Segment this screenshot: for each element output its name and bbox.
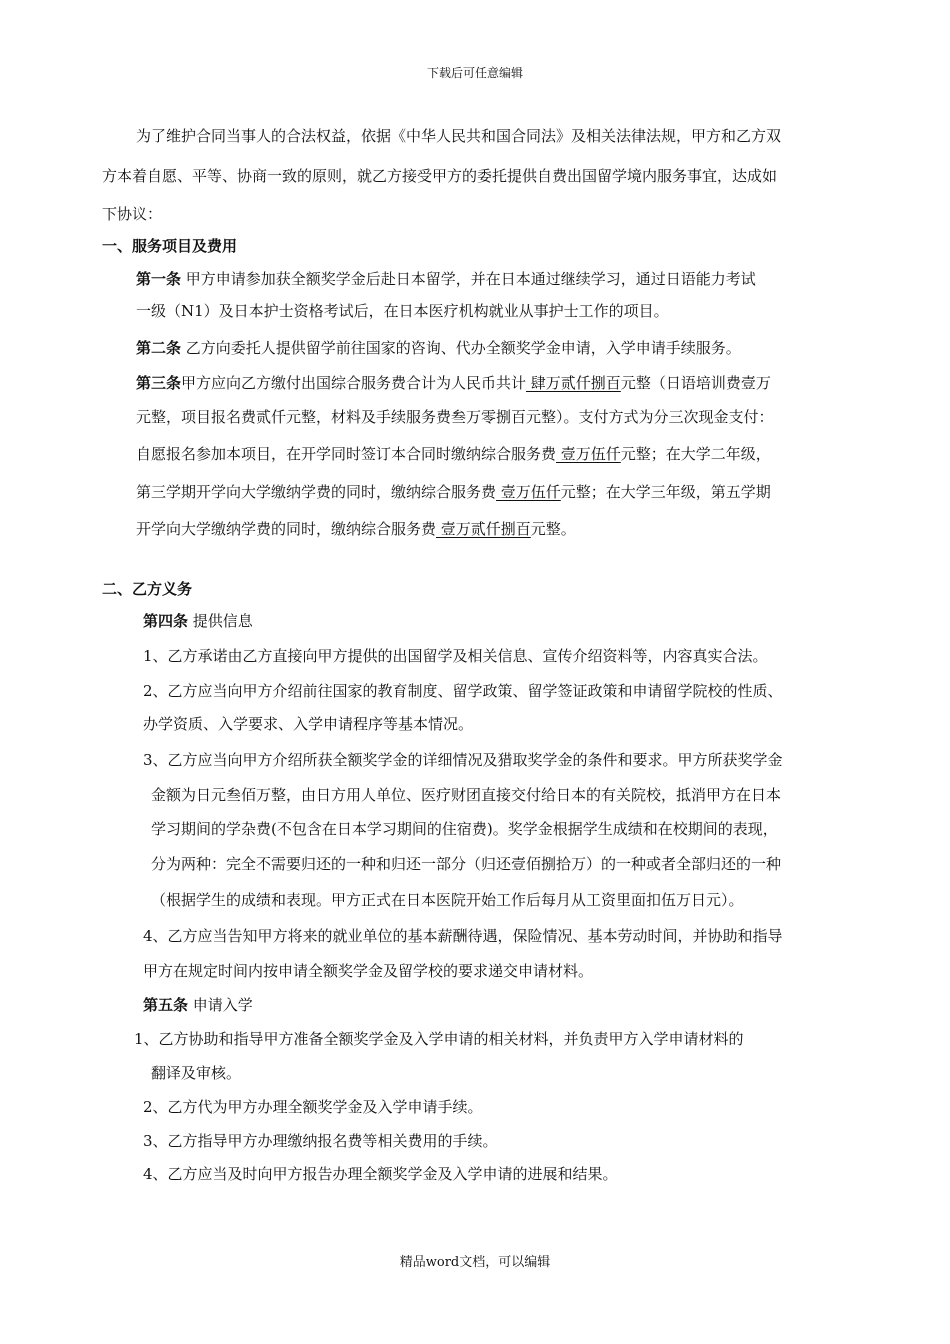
article-5-item-1-line-2: 翻译及审核。 [151,1064,242,1082]
intro-line-1: 为了维护合同当事人的合法权益，依据《中华人民共和国合同法》及相关法律法规，甲方和乙方双 [136,127,782,145]
article-3-line-1 [136,373,771,393]
third-payment-amount: 壹万贰仟捌百 [436,520,531,538]
article-3-text-1b: 元整（日语培训费壹万 [620,374,771,392]
article-2-label: 第二条 [136,339,182,357]
article-4-item-3-line-3: 学习期间的学杂费(不包含在日本学习期间的住宿费)。奖学金根据学生成绩和在校期间的表现， [151,820,778,838]
article-5-title: 申请入学 [192,996,253,1014]
section-1-title: 一、服务项目及费用 [102,237,238,255]
article-1-line-2: 一级（N1）及日本护士资格考试后，在日本医疗机构就业从事护士工作的项目。 [136,302,669,320]
article-3-text-4b: 元整；在大学三年级，第五学期 [560,483,771,501]
article-4-heading [143,611,253,631]
article-3-text-5a: 开学向大学缴纳学费的同时，缴纳综合服务费 [136,520,437,538]
article-3-text-1a: 甲方应向乙方缴付出国综合服务费合计为人民币共计 [181,374,527,392]
page-footer: 精品word文档，可以编辑 [399,1255,551,1270]
article-5-item-2: 2、乙方代为甲方办理全额奖学金及入学申请手续。 [143,1098,483,1116]
article-3-text-3a: 自愿报名参加本项目，在开学同时签订本合同时缴纳综合服务费 [136,445,557,463]
article-3-text-5b: 元整。 [530,520,576,538]
article-4-item-4-line-1: 4、乙方应当告知甲方将来的就业单位的基本薪酬待遇，保险情况、基本劳动时间，并协助和指导 [143,927,783,945]
intro-line-3: 下协议： [102,205,163,223]
article-1-text-1: 甲方申请参加获全额奖学金后赴日本留学，并在日本通过继续学习，通过日语能力考试 [185,270,756,288]
article-4-title: 提供信息 [192,612,253,630]
article-4-item-2-line-1: 2、乙方应当向甲方介绍前往国家的教育制度、留学政策、留学签证政策和申请留学院校的性质、 [143,682,783,700]
section-2-title: 二、乙方义务 [102,580,193,598]
article-4-item-4-line-2: 甲方在规定时间内按申请全额奖学金及留学校的要求递交申请材料。 [143,962,594,980]
article-4-item-1: 1、乙方承诺由乙方直接向甲方提供的出国留学及相关信息、宣传介绍资料等，内容真实合法。 [143,647,768,665]
article-2-line [136,338,741,358]
article-4-item-2-line-2: 办学资质、入学要求、入学申请程序等基本情况。 [143,715,474,733]
article-3-line-5 [136,519,576,539]
article-5-item-1-line-1: 1、乙方协助和指导甲方准备全额奖学金及入学申请的相关材料，并负责甲方入学申请材料的 [134,1030,744,1048]
article-1-label: 第一条 [136,270,182,288]
article-5-heading [143,995,253,1015]
article-5-item-4: 4、乙方应当及时向甲方报告办理全额奖学金及入学申请的进展和结果。 [143,1165,618,1183]
article-3-line-4 [136,482,771,502]
article-4-item-3-line-2: 金额为日元叁佰万整，由日方用人单位、医疗财团直接交付给日本的有关院校，抵消甲方在日本 [151,786,782,804]
article-3-label: 第三条 [136,374,182,392]
article-4-item-3-line-4: 分为两种：完全不需要归还的一种和归还一部分（归还壹佰捌拾万）的一种或者全部归还的一种 [151,855,782,873]
second-payment-amount: 壹万伍仟 [496,483,561,501]
article-3-text-3b: 元整；在大学二年级， [620,445,771,463]
article-4-label: 第四条 [143,612,189,630]
article-3-line-2: 元整，项目报名费贰仟元整，材料及手续服务费叁万零捌百元整）。支付方式为分三次现金支付： [136,408,774,426]
page-header: 下载后可任意编辑 [426,66,523,80]
first-payment-amount: 壹万伍仟 [556,445,621,463]
article-5-item-3: 3、乙方指导甲方办理缴纳报名费等相关费用的手续。 [143,1132,498,1150]
article-3-text-4a: 第三学期开学向大学缴纳学费的同时，缴纳综合服务费 [136,483,497,501]
article-4-item-3-line-1: 3、乙方应当向甲方介绍所获全额奖学金的详细情况及猎取奖学金的条件和要求。甲方所获奖学金 [143,751,783,769]
article-2-text: 乙方向委托人提供留学前往国家的咨询、代办全额奖学金申请，入学申请手续服务。 [185,339,741,357]
intro-line-2: 方本着自愿、平等、协商一致的原则，就乙方接受甲方的委托提供自费出国留学境内服务事宜，达成如 [102,167,778,185]
article-3-line-3 [136,444,771,464]
article-1-line-1 [136,269,756,289]
total-fee-amount: 肆万贰仟捌百 [526,374,621,392]
article-4-item-3-line-5: （根据学生的成绩和表现。甲方正式在日本医院开始工作后每月从工资里面扣伍万日元）。 [151,891,744,909]
article-5-label: 第五条 [143,996,189,1014]
